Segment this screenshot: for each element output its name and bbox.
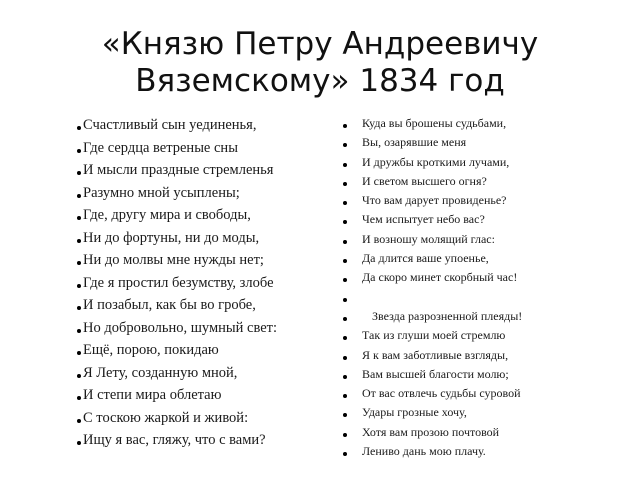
page-title bbox=[0, 26, 640, 100]
bullet-icon bbox=[343, 163, 347, 167]
list-item bbox=[77, 339, 337, 362]
list-item bbox=[77, 249, 337, 272]
poem-line: Вам высшей благости молю; bbox=[362, 366, 509, 381]
title-line-1: «Князю Петру Андреевичу bbox=[101, 26, 539, 62]
bullet-icon bbox=[77, 441, 81, 445]
bullet-icon bbox=[77, 216, 81, 220]
bullet-icon bbox=[343, 356, 347, 360]
poem-line: Счастливый сын уединенья, bbox=[83, 117, 257, 133]
poem-line: От вас отвлечь судьбы суровой bbox=[362, 386, 521, 401]
poem-line: Что вам дарует провиденье? bbox=[362, 193, 507, 208]
list-item bbox=[77, 114, 337, 137]
poem-right-column bbox=[340, 114, 590, 461]
list-item-empty bbox=[340, 288, 590, 307]
poem-line: И светом высшего огня? bbox=[362, 173, 487, 188]
poem-line: Чем испытует небо вас? bbox=[362, 212, 485, 227]
poem-line: С тоскою жаркой и живой: bbox=[83, 409, 249, 426]
poem-line: И дружбы кроткими лучами, bbox=[362, 154, 510, 169]
bullet-icon bbox=[77, 284, 81, 288]
bullet-icon bbox=[343, 182, 347, 186]
poem-line: Но добровольно, шумный свет: bbox=[83, 319, 278, 336]
poem-line: И возношу молящий глас: bbox=[362, 231, 495, 246]
list-item bbox=[340, 423, 590, 442]
poem-line: Я к вам заботливые взгляды, bbox=[362, 347, 509, 362]
bullet-icon bbox=[77, 396, 81, 400]
list-item bbox=[340, 365, 590, 384]
bullet-icon bbox=[343, 375, 347, 379]
bullet-icon bbox=[343, 452, 347, 456]
poem-line: Вы, озарявшие меня bbox=[362, 135, 467, 150]
poem-line: Лениво дань мою плачу. bbox=[362, 444, 486, 459]
poem-line: Звезда разрозненной плеяды! bbox=[372, 308, 523, 323]
poem-line: Ищу я вас, гляжу, что с вами? bbox=[83, 432, 266, 448]
bullet-icon bbox=[343, 317, 347, 321]
poem-line: И мысли праздные стремленья bbox=[83, 162, 274, 178]
title-line-2: Вяземскому» 1834 год bbox=[135, 63, 505, 99]
poem-line: Да скоро минет скорбный час! bbox=[362, 270, 518, 285]
bullet-icon bbox=[343, 240, 347, 244]
bullet-icon bbox=[77, 306, 81, 310]
list-item bbox=[340, 114, 590, 133]
poem-line: И позабыл, как бы во гробе, bbox=[83, 297, 256, 313]
list-item bbox=[340, 172, 590, 191]
list-item bbox=[340, 249, 590, 268]
list-item bbox=[340, 230, 590, 249]
poem-line: Да длится ваше упоенье, bbox=[362, 251, 489, 266]
bullet-icon bbox=[343, 124, 347, 128]
list-item bbox=[340, 442, 590, 461]
bullet-icon bbox=[77, 374, 81, 378]
bullet-icon bbox=[77, 419, 81, 423]
list-item bbox=[340, 210, 590, 229]
list-item bbox=[77, 362, 337, 385]
list-item bbox=[77, 294, 337, 317]
list-item bbox=[340, 346, 590, 365]
bullet-icon bbox=[343, 413, 347, 417]
bullet-icon bbox=[343, 298, 347, 302]
bullet-icon bbox=[77, 329, 81, 333]
bullet-icon bbox=[343, 433, 347, 437]
bullet-icon bbox=[343, 143, 347, 147]
list-item bbox=[77, 137, 337, 160]
bullet-icon bbox=[343, 278, 347, 282]
bullet-icon bbox=[77, 149, 81, 153]
list-item bbox=[340, 307, 590, 326]
bullet-icon bbox=[343, 220, 347, 224]
list-item bbox=[77, 204, 337, 227]
list-item bbox=[77, 272, 337, 295]
poem-line: Ещё, порою, покидаю bbox=[83, 342, 219, 358]
poem-line: Хотя вам прозою почтовой bbox=[362, 424, 500, 439]
list-item bbox=[340, 326, 590, 345]
poem-line: Так из глуши моей стремлю bbox=[362, 328, 506, 343]
poem-line: Куда вы брошены судьбами, bbox=[362, 116, 507, 130]
bullet-icon bbox=[77, 239, 81, 243]
poem-line: Ни до молвы мне нужды нет; bbox=[83, 252, 264, 268]
poem-line: Где, другу мира и свободы, bbox=[83, 207, 251, 223]
list-item bbox=[340, 133, 590, 152]
bullet-icon bbox=[343, 259, 347, 263]
bullet-icon bbox=[343, 336, 347, 340]
poem-line: Удары грозные хочу, bbox=[362, 405, 467, 420]
bullet-icon bbox=[77, 194, 81, 198]
poem-left-column bbox=[77, 114, 337, 452]
poem-line: Разумно мной усыплены; bbox=[83, 184, 240, 201]
poem-line: Ни до фортуны, ни до моды, bbox=[83, 229, 260, 246]
list-item bbox=[77, 182, 337, 205]
list-item bbox=[77, 429, 337, 452]
bullet-icon bbox=[343, 394, 347, 398]
poem-line: Где сердца ветреные сны bbox=[83, 139, 238, 156]
list-item bbox=[77, 407, 337, 430]
poem-line: Я Лету, созданную мной, bbox=[83, 364, 238, 381]
poem-line: И степи мира облетаю bbox=[83, 387, 222, 403]
bullet-icon bbox=[343, 201, 347, 205]
list-item bbox=[77, 159, 337, 182]
list-item bbox=[77, 317, 337, 340]
poem-line: Где я простил безумству, злобе bbox=[83, 274, 274, 291]
list-item bbox=[340, 384, 590, 403]
bullet-icon bbox=[77, 261, 81, 265]
bullet-icon bbox=[77, 171, 81, 175]
bullet-icon bbox=[77, 351, 81, 355]
list-item bbox=[340, 268, 590, 287]
list-item bbox=[77, 227, 337, 250]
list-item bbox=[77, 384, 337, 407]
list-item bbox=[340, 403, 590, 422]
bullet-icon bbox=[77, 126, 81, 130]
list-item bbox=[340, 153, 590, 172]
list-item bbox=[340, 191, 590, 210]
